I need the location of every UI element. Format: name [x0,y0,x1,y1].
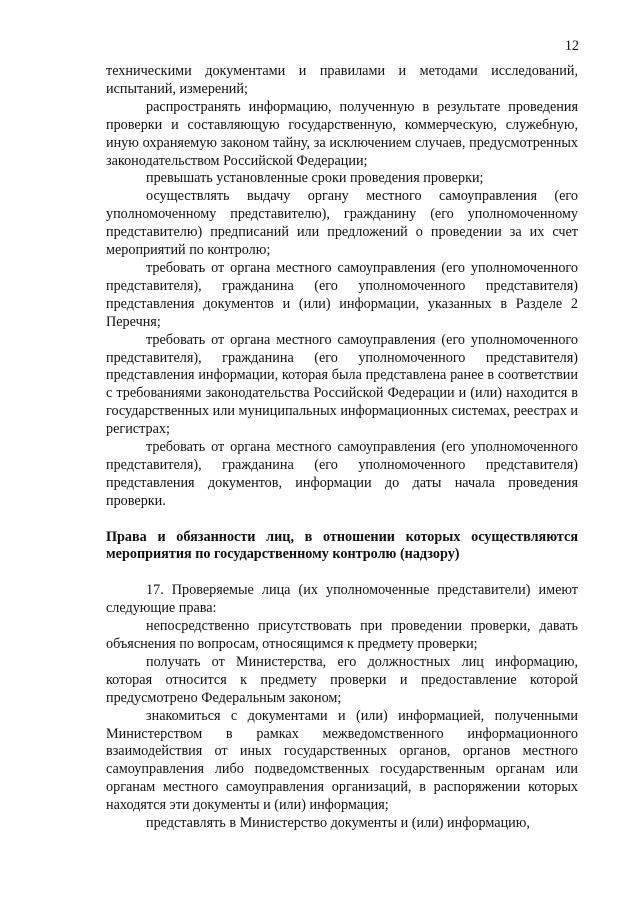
paragraph: требовать от органа местного самоуправления (его уполномоченного представителя), гражданина (его уполномоченного представителя) представления документов, информации до даты начала проведения проверки. [106,439,578,509]
document-body [106,63,578,833]
page-number: 12 [564,38,579,54]
spacer [106,564,578,582]
paragraph: превышать установленные сроки проведения проверки; [146,170,484,187]
paragraph: представлять в Министерство документы и (или) информацию, [146,815,530,832]
section-heading: Права и обязанности лиц, в отношении которых осуществляются мероприятия по государственному контролю (надзору) [106,528,578,563]
paragraph: требовать от органа местного самоуправления (его уполномоченного представителя), гражданина (его уполномоченного представителя) представления информации, которая была представлена ранее в соответствии с требованиями законодательства Российской Федерации и (или) находится в государственных или муниципальных информационных системах, реестрах и регистрах; [106,331,578,438]
spacer [106,511,578,529]
paragraph: знакомиться с документами и (или) информацией, полученными Министерством в рамках межведомственного информационного взаимодействия от иных государственных органов, органов местного самоуправления либо подведомственных государственным органам или органам местного самоуправления организаций, в распоряжении которых находятся эти документы и (или) информация; [106,707,578,814]
paragraph: распространять информацию, полученную в результате проведения проверки и составляющую государственную, коммерческую, служебную, иную охраняемую законом тайну, за исключением случаев, предусмотренных законодательством Российской Федерации; [106,98,578,169]
paragraph: получать от Министерства, его должностных лиц информацию, которая относится к предмету проверки и предоставление которой предусмотрено Федеральным законом; [106,653,578,706]
paragraph: осуществлять выдачу органу местного самоуправления (его уполномоченному представителю), гражданину (его уполномоченному представителю) предписаний или предложений о проведении за их счет мероприятий по контролю; [106,188,578,259]
paragraph: техническими документами и правилами и методами исследований, испытаний, измерений; [106,63,578,97]
paragraph: 17. Проверяемые лица (их уполномоченные представители) имеют следующие права: [106,582,578,617]
paragraph: непосредственно присутствовать при проведении проверки, давать объяснения по вопросам, относящимся к предмету проверки; [106,618,578,652]
paragraph: требовать от органа местного самоуправления (его уполномоченного представителя), гражданина (его уполномоченного представителя) представления документов и (или) информации, указанных в Разделе 2 Перечня; [106,259,578,330]
